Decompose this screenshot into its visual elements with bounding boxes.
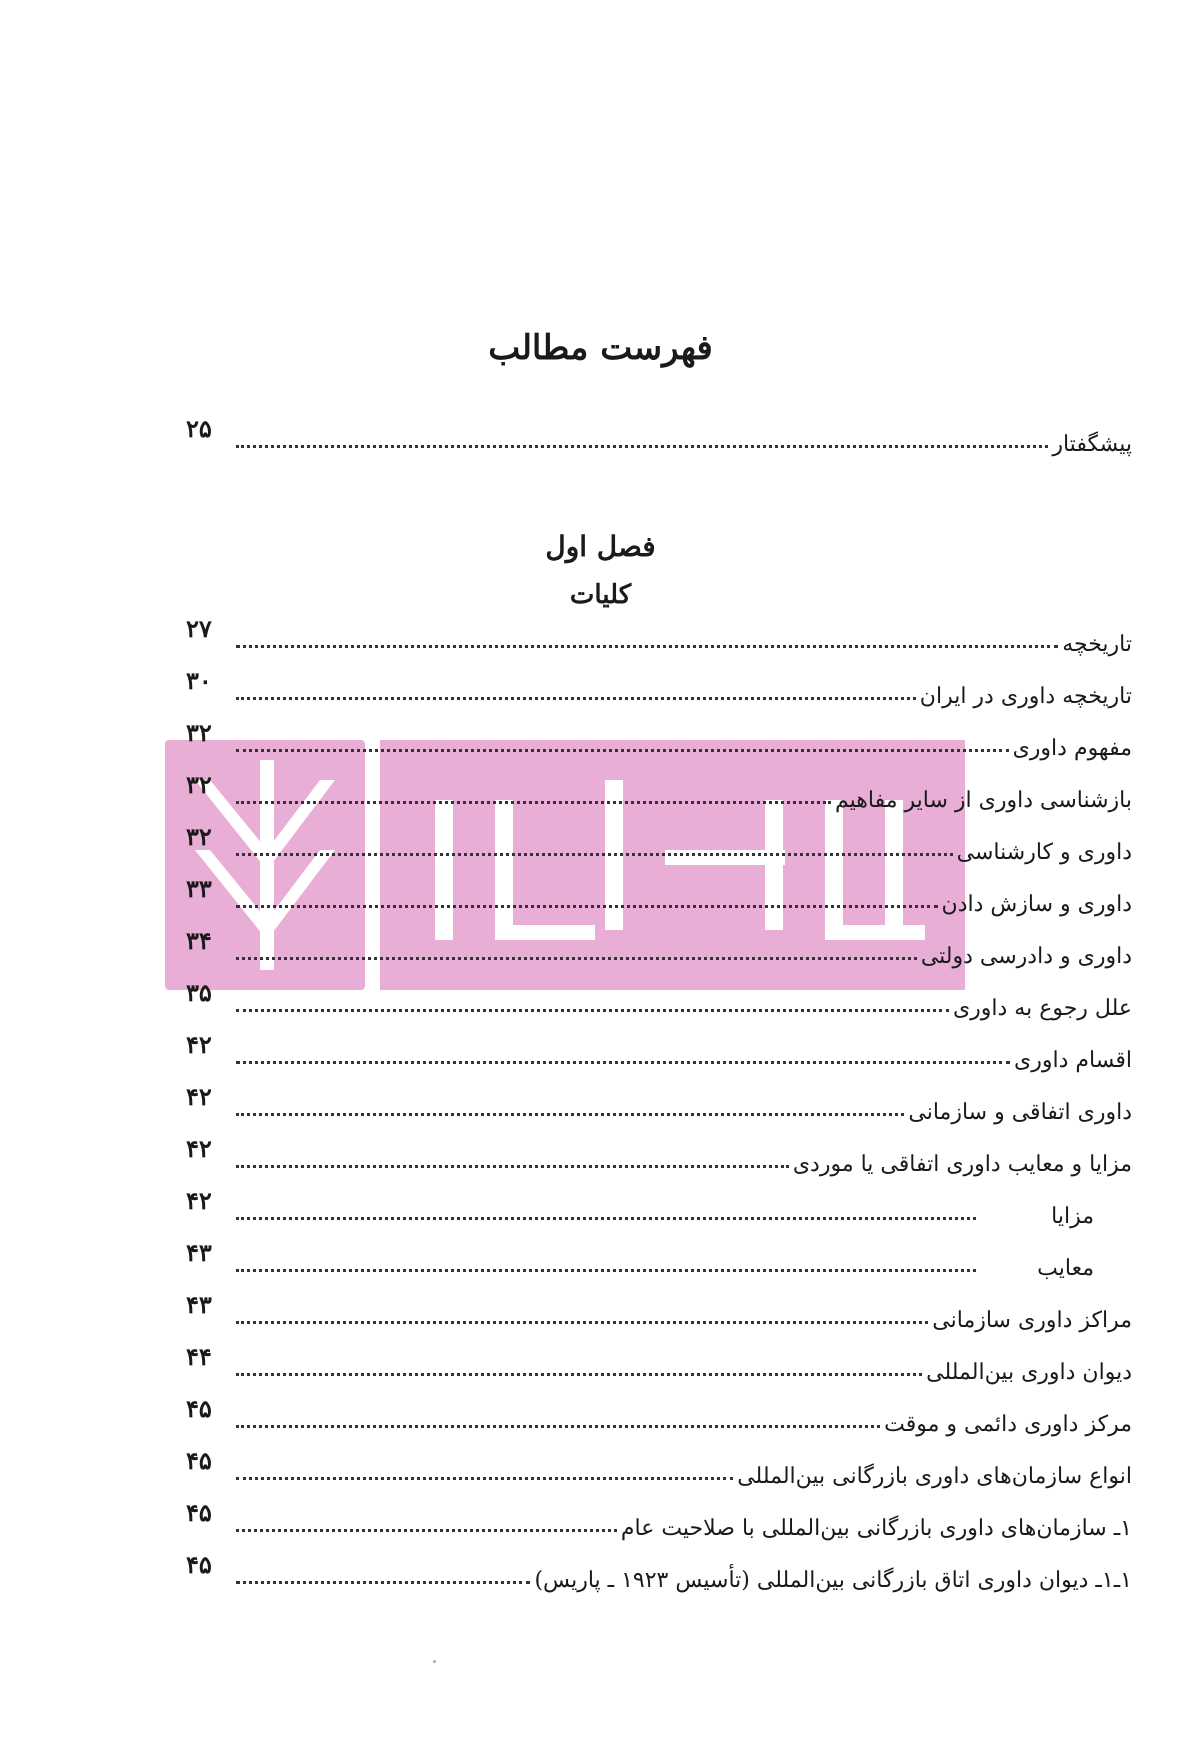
dot-leader — [236, 1113, 904, 1116]
toc-page-number: ۲۷ — [186, 614, 212, 643]
dot-leader — [236, 1061, 1010, 1064]
toc-page-number: ۲۵ — [186, 414, 212, 443]
toc-entry — [186, 666, 1132, 712]
toc-page-number: ۴۲ — [186, 1030, 212, 1059]
toc-entry — [186, 614, 1132, 660]
toc-page-number: ۴۵ — [186, 1446, 212, 1475]
dot-leader — [236, 1581, 530, 1584]
dot-leader — [236, 957, 917, 960]
toc-entry — [186, 1082, 1132, 1128]
toc-page-number: ۳۰ — [186, 666, 212, 695]
toc-page-number: ۳۵ — [186, 978, 212, 1007]
toc-entry-label: مرکز داوری دائمی و موقت — [884, 1412, 1132, 1437]
toc-entry — [186, 822, 1132, 868]
toc-entry — [186, 1290, 1132, 1336]
toc-entry-label: تاریخچه — [1062, 632, 1132, 657]
toc-page-number: ۴۵ — [186, 1550, 212, 1579]
toc-page-number: ۳۴ — [186, 926, 212, 955]
dot-leader — [236, 1165, 789, 1168]
toc-entry-label: انواع سازمان‌های داوری بازرگانی بین‌المللی — [737, 1464, 1132, 1489]
dot-leader — [236, 697, 916, 700]
dot-leader — [236, 1217, 976, 1220]
toc-entry — [186, 1030, 1132, 1076]
toc-page-number: ۴۳ — [186, 1290, 212, 1319]
toc-page-number: ۴۲ — [186, 1186, 212, 1215]
dot-leader — [236, 853, 953, 856]
dot-leader — [236, 1373, 922, 1376]
page-title: فهرست مطالب — [488, 328, 713, 368]
dot-leader — [236, 1425, 880, 1428]
toc-entry — [186, 1394, 1132, 1440]
toc-entry — [186, 1446, 1132, 1492]
toc-entry-label: ۱ـ۱ـ دیوان داوری اتاق بازرگانی بین‌المللی (تأسیس ۱۹۲۳ ـ پاریس) — [534, 1568, 1132, 1593]
toc-entry-label: مراکز داوری سازمانی — [932, 1308, 1132, 1333]
dot-leader — [236, 645, 1058, 648]
toc-entry-label: مفهوم داوری — [1012, 736, 1132, 761]
toc-entry — [186, 874, 1132, 920]
dot-leader — [236, 1009, 949, 1012]
toc-entry-label: تاریخچه داوری در ایران — [919, 684, 1132, 709]
toc-entry — [186, 770, 1132, 816]
toc-entry-label: معایب — [1037, 1256, 1094, 1281]
toc-entry — [186, 718, 1132, 764]
toc-entry-label: داوری و دادرسی دولتی — [920, 944, 1132, 969]
toc-entry-label: دیوان داوری بین‌المللی — [926, 1360, 1132, 1385]
toc-entry-label: اقسام داوری — [1014, 1048, 1132, 1073]
chapter-subtitle: کلیات — [569, 580, 632, 610]
toc-entry-label: مزایا و معایب داوری اتفاقی یا موردی — [792, 1152, 1132, 1177]
toc-entry-label: داوری و سازش دادن — [941, 892, 1132, 917]
toc-entry-label: ۱ـ سازمان‌های داوری بازرگانی بین‌المللی با صلاحیت عام — [620, 1516, 1132, 1541]
toc-entry — [186, 1134, 1132, 1180]
toc-entry-preface — [186, 414, 1132, 460]
page-speck — [433, 1660, 436, 1663]
dot-leader — [236, 749, 1009, 752]
toc-entry-label: پیشگفتار — [1052, 432, 1132, 457]
toc-entry — [186, 1342, 1132, 1388]
dot-leader — [236, 905, 938, 908]
toc-page-number: ۴۵ — [186, 1394, 212, 1423]
dot-leader — [236, 445, 1048, 448]
toc-subentry — [186, 1186, 1132, 1232]
toc-page-number: ۴۲ — [186, 1082, 212, 1111]
toc-page-number: ۴۲ — [186, 1134, 212, 1163]
toc-entry — [186, 926, 1132, 972]
dot-leader — [236, 1529, 617, 1532]
toc-entry — [186, 1498, 1132, 1544]
toc-entry-label: علل رجوع به داوری — [952, 996, 1132, 1021]
toc-entry-label: داوری و کارشناسی — [956, 840, 1132, 865]
dot-leader — [236, 1269, 976, 1272]
toc-page-number: ۳۲ — [186, 770, 212, 799]
dot-leader — [236, 1477, 733, 1480]
toc-page-number: ۴۳ — [186, 1238, 212, 1267]
toc-page-number: ۴۵ — [186, 1498, 212, 1527]
toc-entry-label: مزایا — [1051, 1204, 1094, 1229]
toc-subentry — [186, 1238, 1132, 1284]
chapter-heading: فصل اول — [545, 530, 656, 563]
toc-page-number: ۳۲ — [186, 822, 212, 851]
toc-entry-label: داوری اتفاقی و سازمانی — [908, 1100, 1132, 1125]
dot-leader — [236, 1321, 928, 1324]
toc-page-number: ۴۴ — [186, 1342, 212, 1371]
dot-leader — [236, 801, 831, 804]
toc-entry-label: بازشناسی داوری از سایر مفاهیم — [835, 788, 1132, 813]
toc-page-number: ۳۲ — [186, 718, 212, 747]
toc-entry — [186, 978, 1132, 1024]
toc-entry — [186, 1550, 1132, 1596]
toc-page-number: ۳۳ — [186, 874, 212, 903]
